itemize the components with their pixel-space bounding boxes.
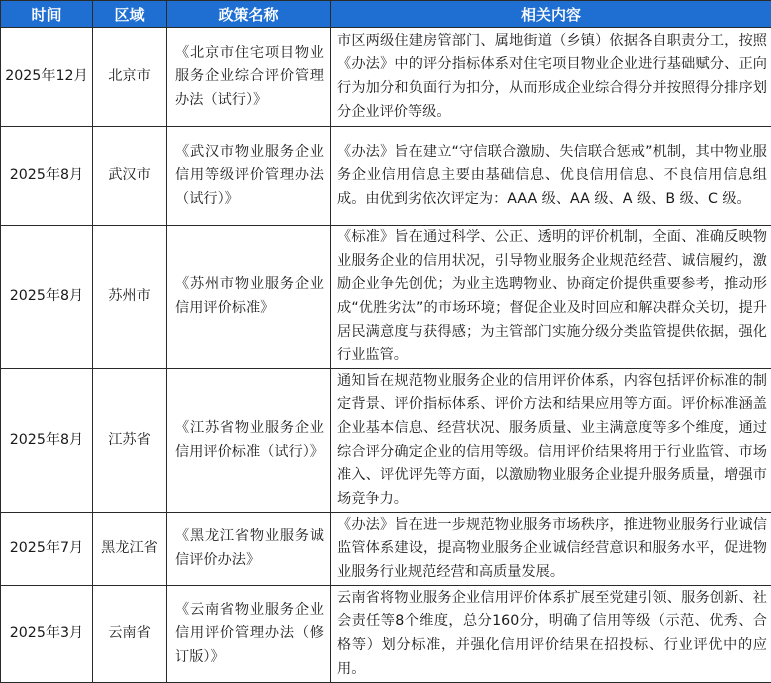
cell-region: 江苏省 <box>93 369 167 513</box>
cell-policy-name: 《苏州市物业服务企业信用评价标准》 <box>167 226 331 369</box>
cell-content: 《办法》旨在建立“守信联合激励、失信联合惩戒”机制，其中物业服务企业信用信息主要由基础信息、优良信用信息、不良信用信息组成。由优到劣依次评定为：AAA 级、AA 级、A 级、B 级、C 级。 <box>331 127 771 226</box>
cell-region: 黑龙江省 <box>93 513 167 586</box>
cell-region: 苏州市 <box>93 226 167 369</box>
cell-content: 通知旨在规范物业服务企业的信用评价体系，内容包括评价标准的制定背景、评价指标体系、评价方法和结果应用等方面。评价标准涵盖企业基本信息、经营状况、服务质量、业主满意度等多个维度，通过综合评分确定企业的信用等级。信用评价结果将用于行业监管、市场准入、评优评先等方面，以激励物业服务企业提升服务质量，增强市场竞争力。 <box>331 369 771 513</box>
header-time: 时间 <box>1 1 93 28</box>
cell-policy-name: 《武汉市物业服务企业信用等级评价管理办法（试行）》 <box>167 127 331 226</box>
table-row <box>1 369 771 513</box>
cell-content: 云南省将物业服务企业信用评价体系扩展至党建引领、服务创新、社会责任等8个维度，总分160分，明确了信用等级（示范、优秀、合格等）划分标准，并强化信用评价结果在招投标、行业评优中的应用。 <box>331 586 771 683</box>
table-row <box>1 127 771 226</box>
table-row <box>1 586 771 683</box>
header-policy-name: 政策名称 <box>167 1 331 28</box>
cell-time: 2025年8月 <box>1 369 93 513</box>
table-row <box>1 513 771 586</box>
header-content: 相关内容 <box>331 1 771 28</box>
table-row <box>1 226 771 369</box>
table-header-row <box>1 1 771 28</box>
cell-policy-name: 《北京市住宅项目物业服务企业综合评价管理办法（试行）》 <box>167 28 331 127</box>
cell-region: 北京市 <box>93 28 167 127</box>
cell-policy-name: 《黑龙江省物业服务诚信评价办法》 <box>167 513 331 586</box>
cell-time: 2025年8月 <box>1 127 93 226</box>
cell-content: 《办法》旨在进一步规范物业服务市场秩序，推进物业服务行业诚信监管体系建设，提高物业服务企业诚信经营意识和服务水平，促进物业服务行业规范经营和高质量发展。 <box>331 513 771 586</box>
cell-content: 市区两级住建房管部门、属地街道（乡镇）依据各自职责分工，按照《办法》中的评分指标体系对住宅项目物业企业进行基础赋分、正向行为加分和负面行为扣分，从而形成企业综合得分并按照得分排序划分企业评价等级。 <box>331 28 771 127</box>
cell-time: 2025年12月 <box>1 28 93 127</box>
cell-region: 武汉市 <box>93 127 167 226</box>
table-row <box>1 28 771 127</box>
header-region: 区域 <box>93 1 167 28</box>
cell-content: 《标准》旨在通过科学、公正、透明的评价机制，全面、准确反映物业服务企业的信用状况，引导物业服务企业规范经营、诚信履约，激励企业争先创优；为业主选聘物业、协商定价提供重要参考，推动形成“优胜劣汰”的市场环境；督促企业及时回应和解决群众关切，提升居民满意度与获得感；为主管部门实施分级分类监管提供依据，强化行业监管。 <box>331 226 771 369</box>
cell-policy-name: 《江苏省物业服务企业信用评价标准（试行）》 <box>167 369 331 513</box>
cell-policy-name: 《云南省物业服务企业信用评价管理办法（修订版）》 <box>167 586 331 683</box>
cell-region: 云南省 <box>93 586 167 683</box>
cell-time: 2025年8月 <box>1 226 93 369</box>
cell-time: 2025年3月 <box>1 586 93 683</box>
cell-time: 2025年7月 <box>1 513 93 586</box>
